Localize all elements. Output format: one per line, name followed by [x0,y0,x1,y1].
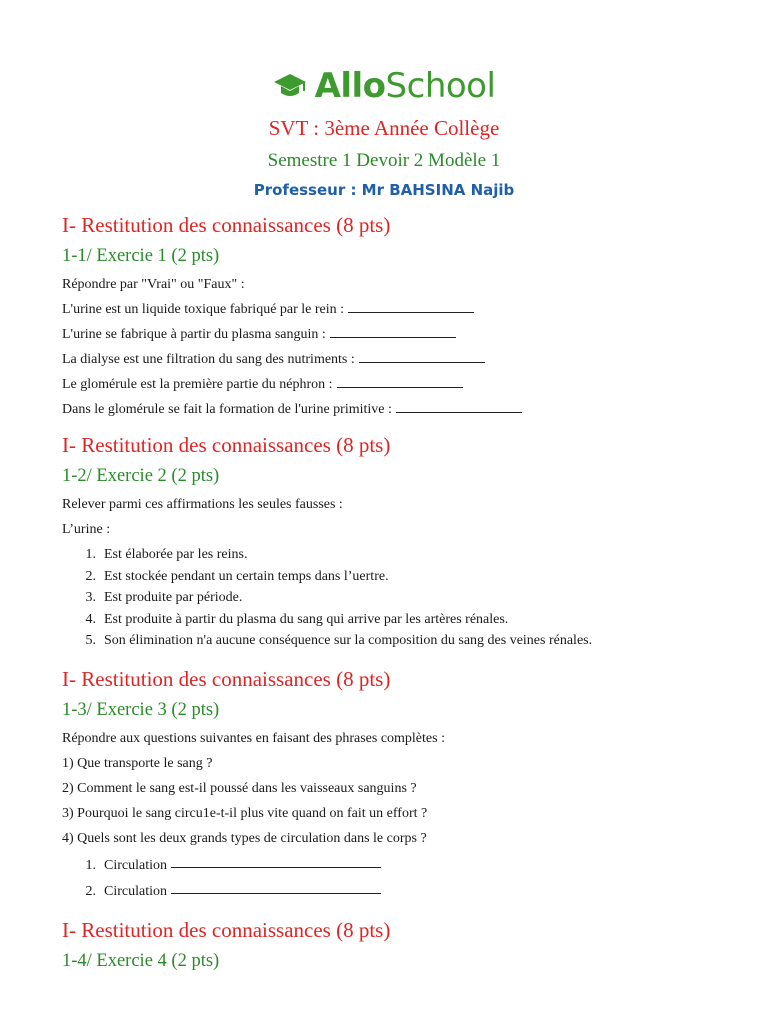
graduation-cap-icon [273,72,307,100]
question: 3) Pourquoi le sang circu1e-t-il plus vite quand on fait un effort ? [62,805,428,821]
list-item: 2. Circulation [62,879,722,905]
list-item-text: Son élimination n'a aucune conséquence sur la composition du sang des veines rénales. [104,633,593,648]
exercise-intro: L’urine : [62,522,111,537]
question: 2) Comment le sang est-il poussé dans les vaisseaux sanguins ? [62,780,417,796]
section-4 [62,915,722,975]
true-false-item [62,322,722,347]
exercise-title: 1-1/ Exercie 1 (2 pts) [62,246,220,266]
list-item-text: Circulation [104,857,167,873]
true-false-item [62,297,722,322]
answer-blank[interactable] [330,323,456,338]
logo-allo: Allo [314,66,386,106]
item-text: Le glomérule est la première partie du néphron : [62,377,333,392]
alloschool-logo[interactable] [0,66,768,106]
exercise-title: 1-2/ Exercie 2 (2 pts) [62,466,220,486]
section-2 [62,430,722,652]
item-text: L'urine se fabrique à partir du plasma sanguin : [62,327,326,342]
section-heading: I- Restitution des connaissances (8 pts) [62,433,391,457]
section-1 [62,210,722,422]
exercise-instruction: Répondre par "Vrai" ou "Faux" : [62,277,245,292]
section-heading: I- Restitution des connaissances (8 pts) [62,213,391,237]
list-item: 2. Est stockée pendant un certain temps dans l’uertre. [62,566,722,588]
exercise-title: 1-3/ Exercie 3 (2 pts) [62,699,220,720]
list-item: 5. Son élimination n'a aucune conséquence sur la composition du sang des veines rénales. [62,630,722,652]
professor-name: Professeur : Mr BAHSINA Najib [253,181,515,199]
logo-wordmark [315,66,496,106]
list-item-text: Circulation [104,883,167,899]
list-item-text: Est stockée pendant un certain temps dans l’uertre. [104,568,389,584]
statement-list [62,544,722,652]
section-heading: I- Restitution des connaissances (8 pts) [62,917,391,942]
section-3 [62,664,722,905]
list-item-text: Est élaborée par les reins. [104,547,248,562]
list-item-text: Est produite à partir du plasma du sang qui arrive par les artères rénales. [104,611,509,627]
item-text: La dialyse est une filtration du sang des nutriments : [62,352,355,367]
document-content [62,208,722,975]
question: 1) Que transporte le sang ? [62,755,213,771]
document-title: SVT : 3ème Année Collège [268,116,500,140]
answer-blank[interactable] [171,879,381,894]
list-item: 1. Est élaborée par les reins. [62,544,722,566]
document-subtitle: Semestre 1 Devoir 2 Modèle 1 [267,150,501,171]
true-false-item [62,397,722,422]
true-false-item [62,372,722,397]
answer-blank[interactable] [348,298,474,313]
question: 4) Quels sont les deux grands types de circulation dans le corps ? [62,830,427,846]
answer-blank[interactable] [171,853,381,868]
list-item: 4. Est produite à partir du plasma du sang qui arrive par les artères rénales. [62,609,722,631]
circulation-list [62,853,722,905]
answer-blank[interactable] [396,398,522,413]
list-item: 3. Est produite par période. [62,587,722,609]
item-text: Dans le glomérule se fait la formation de l'urine primitive : [62,402,392,417]
exercise-instruction: Relever parmi ces affirmations les seules fausses : [62,497,343,512]
exercise-title: 1-4/ Exercie 4 (2 pts) [62,950,220,971]
item-text: L'urine est un liquide toxique fabriqué par le rein : [62,302,345,317]
answer-blank[interactable] [359,348,485,363]
answer-blank[interactable] [337,373,463,388]
logo-school: School [385,66,496,106]
exercise-instruction: Répondre aux questions suivantes en faisant des phrases complètes : [62,730,445,746]
list-item: 1. Circulation [62,853,722,879]
section-heading: I- Restitution des connaissances (8 pts) [62,666,391,691]
list-item-text: Est produite par période. [104,590,243,605]
true-false-item [62,347,722,372]
